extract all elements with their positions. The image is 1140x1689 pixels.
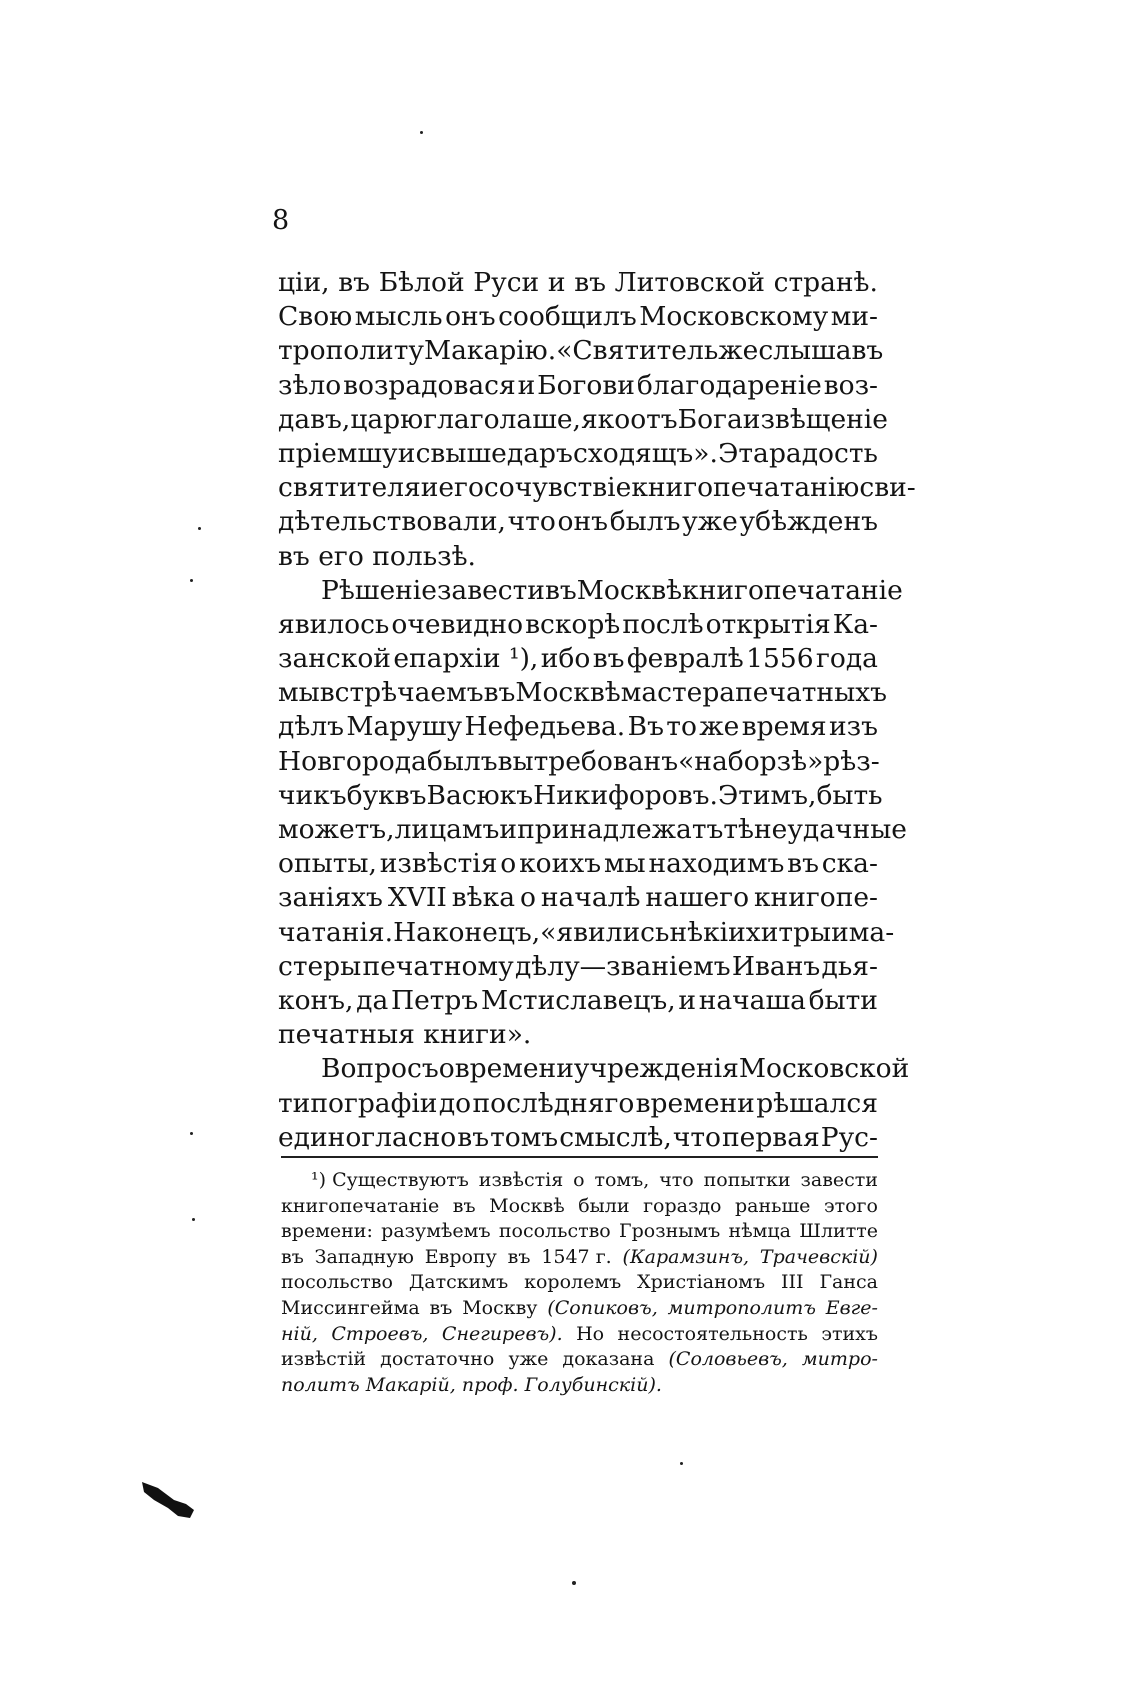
body-word: въ — [338, 267, 371, 298]
body-word: Бога — [677, 403, 743, 435]
footnote-line — [281, 1296, 878, 1322]
body-word: о — [500, 848, 517, 880]
body-word: времени — [454, 1053, 574, 1085]
footnote-word: политъ — [281, 1373, 360, 1396]
body-word: первая — [721, 1121, 820, 1153]
body-line — [278, 266, 878, 300]
body-word: встрѣчаемъ — [319, 677, 484, 709]
body-word: книгопе- — [753, 882, 878, 914]
body-line — [278, 710, 878, 744]
body-word: до — [438, 1087, 472, 1119]
body-line — [278, 950, 878, 984]
footnote-word: (Соловьевъ, — [668, 1348, 788, 1371]
footnote-line — [281, 1168, 878, 1194]
footnote-word: посольство — [281, 1271, 393, 1294]
body-word: «Святитель — [556, 335, 719, 367]
footnote-word: извѣстія — [478, 1169, 564, 1191]
body-line — [278, 642, 878, 676]
body-word: и — [397, 437, 416, 469]
body-word: Никифоровъ. — [533, 779, 718, 811]
scan-speck — [198, 527, 201, 530]
footnote-word: книгопечатаніе — [281, 1194, 440, 1217]
body-line — [278, 1052, 910, 1086]
body-word: времени — [635, 1087, 755, 1119]
body-word: Литовской — [614, 267, 765, 298]
body-word: ибо — [540, 643, 591, 675]
body-line — [278, 1018, 878, 1052]
body-word: сходящъ». — [573, 437, 718, 469]
body-word: и — [499, 814, 518, 845]
scan-speck — [420, 131, 423, 134]
body-word: дѣлъ — [278, 711, 344, 743]
body-word: мы — [603, 848, 646, 880]
body-word: Мстиславецъ, — [480, 984, 676, 1016]
body-word: дѣлу—званіемъ — [514, 950, 731, 982]
body-word: извѣщеніе — [742, 403, 888, 435]
body-word: печатныя — [278, 1019, 415, 1051]
footnote-line — [281, 1219, 878, 1245]
footnote-word: что — [659, 1169, 694, 1191]
body-word: отъ — [630, 403, 678, 435]
body-word: Нефедьева. — [464, 711, 626, 743]
body-word: учрежденія — [573, 1053, 739, 1085]
body-word: и — [678, 984, 696, 1016]
footnote-word: Евге- — [825, 1296, 878, 1319]
body-word: быть — [816, 779, 883, 811]
body-word: ска- — [821, 848, 878, 880]
body-word: томъ — [490, 1121, 559, 1153]
body-word: то — [666, 711, 697, 743]
body-word: Руси — [473, 267, 540, 298]
footnote-word: въ — [452, 1194, 476, 1217]
body-word: «на — [678, 745, 728, 777]
footnote-word: митро- — [801, 1348, 878, 1371]
footnote-word: проф. — [461, 1373, 519, 1396]
body-line — [278, 1087, 878, 1121]
body-word: февралѣ — [626, 643, 744, 675]
body-word: занской — [278, 643, 391, 675]
body-line — [278, 847, 878, 881]
body-word: Этимъ, — [717, 779, 817, 811]
body-line — [278, 403, 888, 437]
body-word: о — [438, 1053, 455, 1085]
body-word: Наконецъ, — [393, 916, 541, 948]
body-line — [278, 505, 878, 539]
footnote-word: достаточно — [380, 1348, 495, 1371]
body-word: мысль — [354, 301, 443, 333]
footnote-word: Но — [576, 1322, 605, 1345]
footnote-word: времени: — [281, 1220, 373, 1243]
body-word: его — [318, 540, 364, 572]
body-line — [278, 881, 878, 915]
body-word: книги». — [423, 1019, 532, 1051]
body-word: вскорѣ — [525, 608, 621, 640]
body-word: началѣ — [540, 882, 641, 914]
body-word: Новгорода — [278, 745, 427, 777]
body-word: яко — [580, 403, 631, 435]
body-word: смыслѣ, — [559, 1121, 672, 1153]
body-word: находимъ — [648, 848, 785, 880]
body-line — [278, 471, 916, 505]
body-word: о — [519, 882, 536, 914]
body-word: ціи, — [278, 267, 330, 298]
body-word: Ка- — [832, 608, 878, 640]
footnote-word: уже — [508, 1348, 549, 1371]
body-word: печатныхъ — [735, 677, 887, 709]
footnote-word: ¹) Существуютъ — [311, 1169, 469, 1191]
body-word: даръ — [506, 437, 573, 469]
footnote-word: этого — [823, 1194, 878, 1217]
footnote-word: томъ, — [594, 1169, 650, 1191]
body-line — [278, 608, 878, 642]
body-word: нашего — [645, 882, 750, 914]
body-word: коихъ — [519, 848, 602, 880]
body-word: 1556 — [746, 643, 814, 675]
body-line — [278, 437, 878, 471]
footnote-word: о — [573, 1169, 585, 1191]
footnote-word: попытки — [703, 1169, 791, 1191]
body-word: мы — [278, 677, 320, 709]
body-word: вытребованъ — [497, 745, 679, 777]
body-word: время — [741, 711, 827, 743]
body-word: нѣкіи — [669, 916, 746, 948]
body-word: борзѣ» — [727, 745, 824, 777]
footnote-line — [281, 1322, 878, 1348]
footnote-line — [281, 1270, 878, 1296]
body-word: единогласно — [278, 1121, 457, 1153]
body-word: въ — [787, 848, 819, 880]
footnote-word: Снегиревъ). — [441, 1322, 563, 1345]
body-line — [278, 916, 895, 950]
body-line — [278, 574, 903, 608]
footnote-word: 1547 г. — [541, 1245, 612, 1268]
body-word: Москвѣ — [576, 574, 683, 606]
footnote-word: Датскимъ — [408, 1271, 509, 1294]
footnote-line — [281, 1245, 878, 1271]
scan-speck — [192, 1218, 195, 1221]
footnote-word: Макарій, — [365, 1373, 456, 1396]
footnote-word: гораздо — [643, 1194, 722, 1217]
body-word: и — [517, 369, 536, 401]
body-word: да — [356, 984, 389, 1016]
body-word: убѣжденъ — [739, 506, 878, 538]
body-word: Иванъ — [731, 950, 821, 982]
body-word: заніяхъ — [278, 882, 383, 914]
footnote-word: митрополитъ — [667, 1296, 816, 1319]
body-word: трополиту — [278, 335, 424, 367]
body-word: Москвѣ — [515, 677, 621, 709]
footnote — [281, 1168, 878, 1398]
body-word: года — [816, 643, 878, 675]
page-number: 8 — [272, 205, 290, 236]
body-word: открытія — [705, 608, 831, 640]
body-word: зѣло — [278, 369, 342, 401]
footnote-word: раньше — [735, 1194, 811, 1217]
scan-speck — [190, 579, 193, 582]
main-text — [278, 266, 916, 1155]
body-word: принадлежатъ — [517, 814, 724, 845]
body-word: Въ — [627, 711, 664, 743]
body-word: Московской — [738, 1053, 910, 1085]
body-word: послѣдняго — [472, 1087, 635, 1119]
body-word: печатному — [362, 950, 514, 982]
footnote-word: были — [578, 1194, 630, 1217]
footnote-word: этихъ — [821, 1322, 878, 1345]
body-word: сообщилъ — [498, 301, 637, 333]
footnote-word: (Карамзинъ, — [622, 1245, 750, 1268]
body-word: чатанія. — [278, 916, 394, 948]
body-word: стеры — [278, 950, 362, 982]
body-word: Вопросъ — [321, 1053, 439, 1085]
body-word: въ — [483, 677, 516, 709]
footnote-word: завести — [800, 1169, 878, 1191]
body-word: въ — [278, 540, 310, 572]
body-word: ми- — [830, 301, 878, 333]
body-word: изъ — [828, 711, 878, 743]
body-word: же — [699, 711, 740, 743]
body-word: завести — [436, 574, 545, 606]
body-word: рѣз- — [823, 745, 880, 777]
body-word: былъ — [426, 745, 498, 777]
scan-ink-smudge — [140, 1478, 200, 1520]
footnote-word: въ — [429, 1296, 453, 1319]
body-word: сви- — [859, 472, 916, 504]
body-word: возрадовася — [343, 369, 516, 401]
body-word: конъ, — [278, 984, 354, 1016]
body-line — [278, 1121, 878, 1155]
body-word: былъ — [609, 506, 681, 538]
footnote-line — [281, 1347, 878, 1373]
body-line — [278, 676, 887, 710]
body-line — [278, 334, 884, 368]
body-word: благодареніе — [636, 369, 822, 401]
body-word: быти — [808, 984, 878, 1016]
body-word: Свою — [278, 301, 353, 333]
body-word: епархіи ¹), — [393, 643, 539, 675]
body-word: хитрыи — [745, 916, 849, 948]
body-word: опыты, — [278, 848, 377, 880]
body-line — [278, 369, 878, 403]
footnote-word: Трачевскій) — [759, 1245, 878, 1268]
body-word: Макарію. — [423, 335, 557, 367]
body-line — [278, 745, 878, 779]
body-word: Эта — [718, 437, 769, 469]
body-word: дѣтельствовали, — [278, 506, 506, 538]
body-line — [278, 813, 907, 847]
footnote-word: нѣмца — [728, 1220, 791, 1243]
body-word: Бѣлой — [378, 267, 465, 298]
body-line — [278, 984, 878, 1018]
footnote-line — [281, 1194, 878, 1220]
body-word: извѣстія — [379, 848, 498, 880]
body-word: лицамъ — [394, 814, 500, 845]
body-word: Марушу — [346, 711, 463, 743]
footnote-word: Миссингейма — [281, 1296, 420, 1319]
body-word: и — [420, 472, 439, 504]
body-word: явилось — [278, 608, 390, 640]
body-word: можетъ, — [278, 814, 395, 845]
body-word: Московскому — [639, 301, 829, 333]
body-word: уже — [682, 506, 738, 538]
body-word: «явились — [540, 916, 670, 948]
footnote-word: Христіаномъ — [637, 1271, 766, 1294]
body-word: странѣ. — [773, 267, 878, 298]
body-line — [278, 540, 878, 574]
footnote-word: извѣстій — [281, 1348, 367, 1371]
body-word: Богови — [537, 369, 635, 401]
footnote-word: несостоятельность — [617, 1322, 808, 1345]
body-word: ма- — [848, 916, 895, 948]
footnote-word: Ганса — [819, 1271, 878, 1294]
footnote-word: Западную — [314, 1245, 414, 1268]
body-word: онъ — [557, 506, 608, 538]
footnote-word: разумѣемъ — [381, 1220, 491, 1243]
footnote-word: Грознымъ — [619, 1220, 721, 1243]
body-word: въ — [544, 574, 577, 606]
footnote-word: Москву — [462, 1296, 538, 1319]
body-word: начаша — [698, 984, 806, 1016]
body-word: же — [718, 335, 759, 367]
body-word: царю — [350, 403, 424, 435]
body-word: мастера — [620, 677, 736, 709]
footnote-word: Москвѣ — [489, 1194, 565, 1217]
body-word: книгопечатанію — [631, 472, 860, 504]
body-word: дья- — [821, 950, 878, 982]
body-word: книгопечатаніе — [682, 574, 903, 606]
body-word: сочувствіе — [483, 472, 632, 504]
body-word: въ — [457, 1121, 490, 1153]
body-word: рѣшался — [756, 1087, 878, 1119]
footnote-divider — [281, 1156, 878, 1158]
body-word: воз- — [823, 369, 878, 401]
body-word: въ — [592, 643, 625, 675]
body-word: и — [547, 267, 566, 298]
footnote-word: III — [780, 1271, 804, 1294]
body-word: его — [438, 472, 484, 504]
footnote-word: въ — [507, 1245, 531, 1268]
scan-speck — [680, 1462, 683, 1465]
body-word: давъ, — [278, 403, 351, 435]
scan-speck — [190, 1132, 193, 1135]
scan-speck — [572, 1581, 576, 1585]
body-line — [278, 779, 883, 813]
body-line — [278, 300, 878, 334]
body-word: что — [672, 1121, 721, 1153]
body-word: пользѣ. — [372, 540, 476, 572]
footnote-word: (Сопиковъ, — [547, 1296, 658, 1319]
footnote-word: посольство — [498, 1220, 611, 1243]
footnote-word: Голубинскій). — [524, 1373, 662, 1396]
body-word: чикъ — [278, 779, 347, 811]
body-word: радость — [768, 437, 878, 469]
body-word: буквъ — [346, 779, 427, 811]
body-word: Рус- — [820, 1121, 878, 1153]
body-word: святителя — [278, 472, 421, 504]
footnote-word: Европу — [424, 1245, 497, 1268]
body-word: неудачные — [753, 814, 907, 845]
body-word: въ — [574, 267, 606, 298]
footnote-word: Строевъ, — [331, 1322, 429, 1345]
body-word: Васюкъ — [426, 779, 534, 811]
body-word: очевидно — [391, 608, 524, 640]
body-word: послѣ — [622, 608, 704, 640]
footnote-line — [281, 1373, 878, 1399]
body-word: вѣка — [451, 882, 516, 914]
body-word: глаголаше, — [423, 403, 581, 435]
body-word: слышавъ — [758, 335, 884, 367]
body-word: Рѣшеніе — [321, 574, 437, 606]
footnote-word: доказана — [562, 1348, 655, 1371]
footnote-word: ній, — [281, 1322, 318, 1345]
body-word: что — [507, 506, 556, 538]
body-word: типографіи — [278, 1087, 438, 1119]
footnote-word: королемъ — [524, 1271, 622, 1294]
body-word: пріемшу — [278, 437, 398, 469]
body-word: тѣ — [723, 814, 754, 845]
body-word: свыше — [415, 437, 507, 469]
body-word: Петръ — [390, 984, 479, 1016]
body-word: онъ — [445, 301, 496, 333]
footnote-word: въ — [281, 1245, 304, 1268]
footnote-word: Шлитте — [799, 1220, 878, 1243]
body-word: XVII — [387, 882, 447, 914]
